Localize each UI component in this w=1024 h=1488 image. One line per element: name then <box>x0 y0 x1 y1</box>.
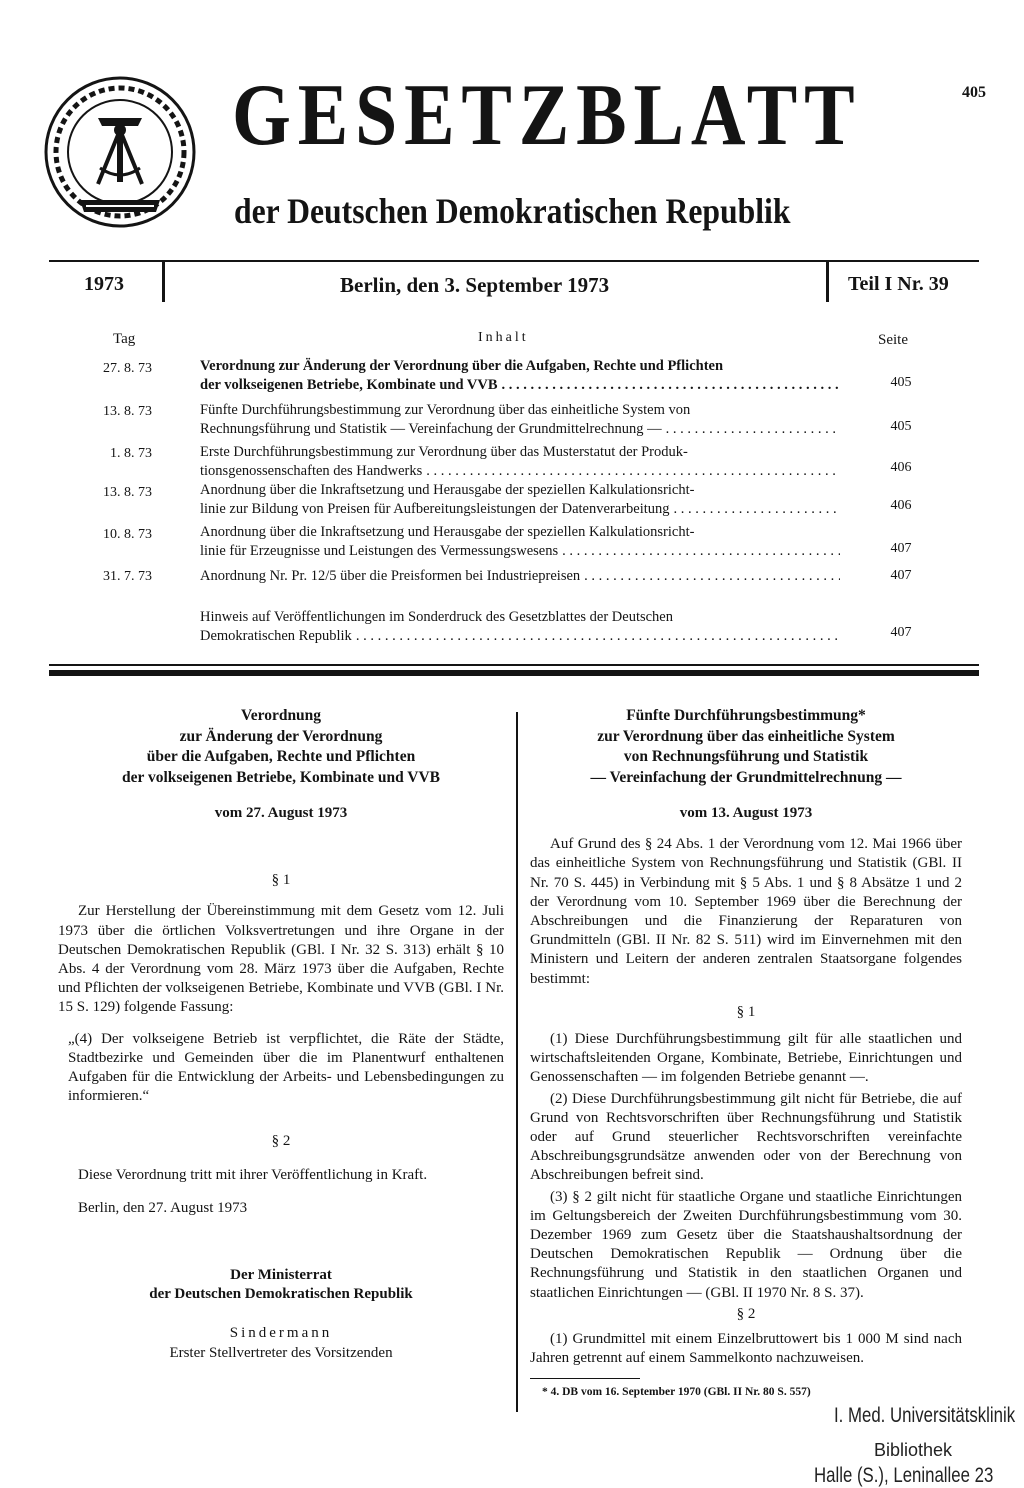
toc-leader-dots <box>674 500 840 519</box>
right-section-2: § 2 <box>736 1305 756 1322</box>
left-title-line: zur Änderung der Verordnung <box>179 727 383 745</box>
issue-year: 1973 <box>84 273 124 295</box>
toc-header-date: Tag <box>113 331 136 347</box>
issue-bar-top-rule <box>49 260 979 262</box>
toc-leader-dots <box>666 420 840 439</box>
toc-entry-line: Anordnung über die Inkraftsetzung und Herausgabe der speziellen Kalkulationsricht- <box>200 482 695 498</box>
toc-entry-page: 406 <box>890 460 912 475</box>
toc-entry-date: 27. 8. 73 <box>103 361 152 376</box>
left-date: vom 27. August 1973 <box>214 805 348 821</box>
left-section-2: § 2 <box>271 1133 291 1150</box>
stamp-line: I. Med. Universitätsklinik <box>834 1404 1016 1427</box>
left-paragraph-2: Diese Verordnung tritt mit ihrer Veröffentlichung in Kraft. <box>78 1166 428 1183</box>
gdr-state-emblem-icon <box>40 72 200 232</box>
left-signature-org: Der Ministerrat <box>230 1267 332 1284</box>
left-article <box>58 706 504 1363</box>
stamp-line: Halle (S.), Leninallee 23 <box>814 1464 994 1487</box>
toc-entry-date: 13. 8. 73 <box>103 485 152 500</box>
toc-entry-line-last: der volkseigenen Betriebe, Kombinate und VVB <box>200 377 498 393</box>
issue-bar-divider-left <box>162 262 165 302</box>
right-section-1: § 1 <box>736 1003 756 1020</box>
toc-entry-page: 406 <box>890 498 912 513</box>
toc-entry-page: 407 <box>890 568 912 583</box>
toc-entry-page: 407 <box>890 625 912 640</box>
toc-entry-title <box>200 608 840 646</box>
toc-entry-title <box>200 443 840 481</box>
right-title-line: — Vereinfachung der Grundmittelrechnung — <box>590 768 902 786</box>
left-place-date: Berlin, den 27. August 1973 <box>78 1199 248 1216</box>
left-signer-title: Erster Stellvertreter des Vorsitzenden <box>169 1344 393 1361</box>
issue-bar-divider-right <box>826 262 829 302</box>
right-title-line: Fünfte Durchführungsbestimmung* <box>626 707 866 724</box>
column-divider <box>516 712 518 1412</box>
toc-entry-line: Fünfte Durchführungsbestimmung zur Verordnung über das einheitliche System von <box>200 402 691 418</box>
issue-part: Teil I Nr. 39 <box>848 273 949 295</box>
section-rule-thin <box>49 664 979 666</box>
toc-leader-dots <box>356 627 840 646</box>
right-paragraph-2: (2) Diese Durchführungsbestimmung gilt nicht für Betriebe, die auf Grund von Rechtsvorschriften über Rechnungsführung und Statistik oder auf Grund steuerlicher Rechtsvorschriften vereinfachte Abschreibungsgrundsätze anwenden oder von der Berechnung von Abschreibungen befreit sind. <box>530 1090 962 1184</box>
footnote-rule <box>530 1378 640 1379</box>
toc-entry-line-last: Rechnungsführung und Statistik — Vereinfachung der Grundmittelrechnung — <box>200 421 662 437</box>
toc-entry-title <box>200 481 840 519</box>
toc-entry-line: Anordnung über die Inkraftsetzung und Herausgabe der speziellen Kalkulationsricht- <box>200 524 695 540</box>
toc-leader-dots <box>502 376 840 395</box>
left-title-line: Verordnung <box>240 707 322 724</box>
toc-header-contents: Inhalt <box>478 330 529 345</box>
toc-entry-date: 31. 7. 73 <box>103 569 152 584</box>
issue-date: Berlin, den 3. September 1973 <box>340 273 610 297</box>
stamp-line: Bibliothek <box>874 1440 953 1460</box>
toc-entry-title <box>200 523 840 561</box>
right-paragraph-4: (1) Grundmittel mit einem Einzelbruttowert bis 1 000 M sind nach Jahren getrennt auf einem Sammelkonto nachzuweisen. <box>530 1331 962 1367</box>
toc-entry-line-last: tionsgenossenschaften des Handwerks <box>200 463 423 479</box>
toc-entry-line-last: linie zur Bildung von Preisen für Aufbereitungsleistungen der Datenverarbeitung <box>200 501 670 517</box>
toc-entry-page: 405 <box>890 375 912 390</box>
masthead-title: GESETZBLATT <box>232 67 862 164</box>
left-signature-org-2: der Deutschen Demokratischen Republik <box>149 1286 413 1303</box>
masthead-subtitle: der Deutschen Demokratischen Republik <box>234 191 791 231</box>
toc-entry-line-last: Demokratischen Republik <box>200 628 352 644</box>
toc-entry-date: 10. 8. 73 <box>103 527 152 542</box>
right-article <box>530 706 962 1403</box>
toc-header-page: Seite <box>878 332 908 348</box>
toc-entry-date: 13. 8. 73 <box>103 404 152 419</box>
left-paragraph-1: Zur Herstellung der Übereinstimmung mit dem Gesetz vom 12. Juli 1973 über die örtlichen Volksvertretungen und ihre Organe in der Deutschen Demokratischen Republik (GBl. I Nr. 32 S. 313) erhält § 10 Abs. 4 der Verordnung vom 28. März 1973 über die Aufgaben, Rechte und Pflichten der volkseigenen Betriebe, Kombinate und VVB (GBl. I Nr. 15 S. 129) folgende Fassung: <box>58 903 504 1016</box>
page-number: 405 <box>962 84 986 101</box>
right-paragraph-1: (1) Diese Durchführungsbestimmung gilt für alle staatlichen und wirtschaftsleitenden Organe, Kombinate, Betriebe, Einrichtungen und Genossenschaften — im folgenden Betriebe genannt —. <box>530 1031 962 1086</box>
left-section-1: § 1 <box>271 872 291 889</box>
toc-entry-line-last: linie für Erzeugnisse und Leistungen des Vermessungswesens <box>200 543 559 559</box>
left-quote: „(4) Der volkseigene Betrieb ist verpflichtet, die Räte der Städte, Stadtbezirke und Gemeinden über die im Planentwurf enthaltenen Aufgaben für die Entwicklung der Arbeits- und Lebensbedingungen zu informieren.“ <box>68 1030 504 1105</box>
left-title-line: über die Aufgaben, Rechte und Pflichten <box>146 748 416 765</box>
toc-entry-line-last: Anordnung Nr. Pr. 12/5 über die Preisformen bei Industriepreisen <box>200 568 581 584</box>
toc-entry-title <box>200 401 840 439</box>
right-title-line: zur Verordnung über das einheitliche System <box>597 727 895 745</box>
section-rule-thick <box>49 670 979 676</box>
toc-entry-line: Hinweis auf Veröffentlichungen im Sonderdruck des Gesetzblattes der Deutschen <box>200 609 673 625</box>
right-intro: Auf Grund des § 24 Abs. 1 der Verordnung vom 12. Mai 1966 über das einheitliche System von Rechnungsführung und Statistik (GBl. II Nr. 70 S. 445) in Verbindung mit § 5 Abs. 1 und § 8 Absätze 1 und 2 der Verordnung vom 10. September 1969 über die Berechnung der Abschreibungen und die Finanzierung der Reparaturen von Grundmitteln (GBl. II Nr. 82 S. 511) wird im Einvernehmen mit den Ministern und Leitern der anderen zentralen Staatsorgane folgendes bestimmt: <box>530 836 962 987</box>
right-title-line: von Rechnungsführung und Statistik <box>623 748 869 765</box>
toc-leader-dots <box>426 462 840 481</box>
footnote: * 4. DB vom 16. September 1970 (GBl. II Nr. 80 S. 557) <box>542 1386 811 1399</box>
right-date: vom 13. August 1973 <box>679 805 813 821</box>
toc-entry-page: 407 <box>890 541 912 556</box>
toc-entry-line: Erste Durchführungsbestimmung zur Verordnung über das Musterstatut der Produk- <box>200 444 688 460</box>
toc-leader-dots <box>584 567 840 586</box>
right-paragraph-3: (3) § 2 gilt nicht für staatliche Organe und staatliche Einrichtungen im Geltungsbereich der Zweiten Durchführungsbestimmung vom 30. Dezember 1969 zum Gesetz über die Staatshaushaltsordnung der Deutschen Demokratischen Republik — Ordnung über die Rechnungsführung und Statistik in den staatlichen Organen und staatlichen Einrichtungen — (GBl. II 1970 Nr. 8 S. 37). <box>530 1188 962 1301</box>
library-stamp <box>814 1404 1020 1488</box>
toc-entry-page: 405 <box>890 419 912 434</box>
toc-entry-line: Verordnung zur Änderung der Verordnung über die Aufgaben, Rechte und Pflichten <box>200 358 724 374</box>
toc-entry-title <box>200 567 840 586</box>
left-title-line: der volkseigenen Betriebe, Kombinate und VVB <box>121 768 441 786</box>
left-signer-name: Sindermann <box>229 1325 333 1342</box>
toc-entry-date: 1. 8. 73 <box>110 446 152 461</box>
toc-leader-dots <box>562 542 840 561</box>
toc-entry-title <box>200 357 840 395</box>
